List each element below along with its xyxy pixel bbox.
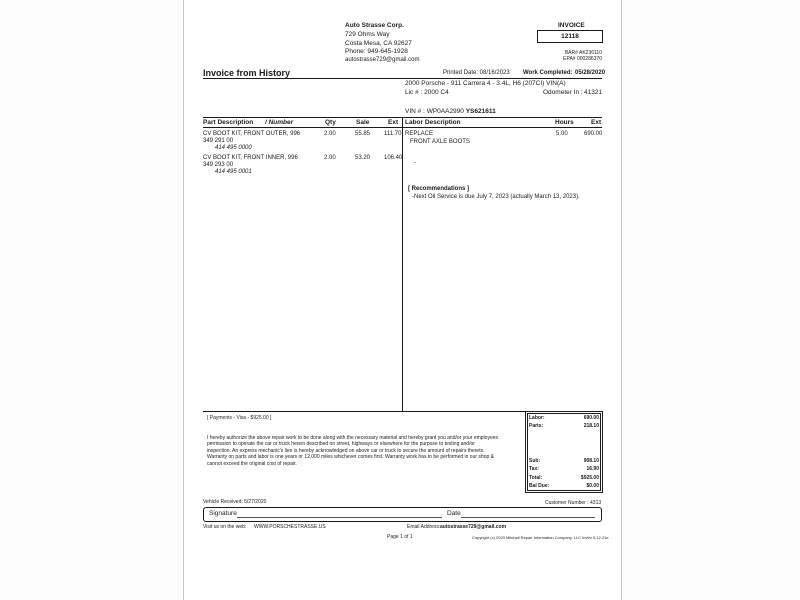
- vin-label: VIN # :: [405, 108, 425, 115]
- website-link[interactable]: WWW.PORSCHESTRASSE.US: [254, 524, 326, 530]
- date-label: Date: [447, 510, 461, 517]
- labor-hours: 5.00: [556, 131, 568, 137]
- bar-number: BAR# AK236110: [564, 50, 602, 56]
- part-number: 414 495 0000: [215, 145, 252, 151]
- part-sale: 55.85: [355, 131, 371, 137]
- recommendations-text: -Next Oil Service is due July 7, 2023 (actually March 13, 2023).: [412, 194, 580, 200]
- vehicle-received: Vehicle Received: 5/27/2020: [203, 499, 267, 505]
- totals-baldue-label: Bal Due:: [529, 483, 550, 489]
- totals-sub-value: 908.10: [583, 458, 599, 464]
- parts-ext-header: Ext: [388, 119, 399, 126]
- vin-suffix: YS621611: [465, 108, 496, 115]
- vin-prefix: WP0AA2990: [426, 108, 464, 115]
- company-email: autostrasse729@gmail.com: [345, 57, 420, 63]
- part-number-header: / Number: [265, 119, 294, 126]
- qty-header: Qty: [325, 119, 336, 126]
- totals-tax-label: Tax:: [529, 466, 539, 472]
- invoice-page: [183, 0, 622, 600]
- signature-label: Signature: [209, 510, 237, 517]
- part-sale: 53.20: [355, 155, 371, 161]
- sale-header: Sale: [356, 119, 370, 126]
- part-description-header: Part Description: [203, 119, 254, 126]
- part-description-line2: 349 293 00: [203, 162, 234, 168]
- part-qty: 2.00: [324, 155, 336, 161]
- part-ext: 106.40: [384, 155, 403, 161]
- labor-dash: -: [414, 160, 416, 166]
- page-title: Invoice from History: [203, 68, 291, 78]
- company-address-line1: 729 Ohms Way: [345, 31, 390, 38]
- title-rule: [203, 78, 602, 79]
- part-qty: 2.00: [324, 131, 336, 137]
- work-completed-date: 05/28/2020: [575, 70, 606, 76]
- invoice-label: INVOICE: [558, 22, 585, 29]
- labor-ext: 690.00: [584, 131, 603, 137]
- labor-description-header: Labor Description: [405, 119, 461, 126]
- part-description-line2: 349 291 00: [203, 138, 234, 144]
- license-plate: Lic # : 2000 C4: [405, 89, 449, 96]
- totals-parts-value: 218.10: [583, 423, 599, 429]
- company-name: Auto Strasse Corp.: [345, 22, 404, 29]
- vin-row: [405, 108, 496, 115]
- company-phone: Phone: 949-645-1928: [345, 48, 408, 55]
- totals-total-value: $925.00: [580, 475, 599, 481]
- part-ext: 111.70: [384, 131, 402, 137]
- part-number: 414 495 0001: [215, 169, 252, 175]
- footer-email[interactable]: autostrasse729@gmail.com: [440, 524, 507, 530]
- odometer-value: 41321: [584, 89, 603, 96]
- totals-labor-label: Labor:: [529, 415, 545, 421]
- printed-date: Printed Date: 08/16/2023: [443, 70, 510, 76]
- totals-baldue-value: $0.00: [586, 483, 599, 489]
- totals-parts-label: Parts:: [529, 423, 544, 429]
- invoice-number: 12118: [561, 33, 579, 40]
- odometer-label: Odometer In :: [543, 89, 583, 96]
- signature-box: [203, 507, 602, 522]
- labor-ext-header: Ext: [591, 119, 602, 126]
- hours-header: Hours: [555, 119, 574, 126]
- page-number: Page 1 of 1: [387, 534, 413, 540]
- email-label: Email Address:: [407, 524, 441, 530]
- part-description: CV BOOT KIT, FRONT OUTER, 996: [203, 131, 301, 137]
- totals-total-label: Total:: [529, 475, 543, 481]
- signature-line[interactable]: [237, 517, 442, 518]
- customer-number: Customer Number : 4313: [545, 500, 602, 506]
- visit-label: Visit us on the web:: [203, 524, 247, 530]
- company-address-line2: Costa Mesa, CA 92627: [345, 40, 412, 47]
- parts-labor-divider: [402, 117, 403, 412]
- invoice-number-box: [537, 30, 603, 43]
- work-completed-label: Work Completed:: [523, 70, 573, 76]
- authorization-text: I hereby authorize the above repair work to be done along with the necessary material and hereby grant you and/or your employees permission to operate the car or truck herein described on street, highways or elsewhere for the purpose to testing and/or inspection. An express mechanic's lien is hereby acknowledged on above car or truck to secure the amount of repairs thereto. Warranty on parts and labor is one years or 12,000 miles whichever comes first. Warranty work has to be performed in our shop & cannot exceed the original cost of repair.: [207, 435, 499, 467]
- recommendations-title: [ Recommendations ]: [408, 186, 470, 192]
- date-line[interactable]: [461, 517, 595, 518]
- totals-box: [525, 411, 603, 493]
- totals-tax-value: 16.90: [586, 466, 599, 472]
- vehicle-description: 2000 Porsche - 911 Carrera 4 - 3.4L, H6 (207CI) VIN(A): [405, 80, 566, 87]
- part-description: CV BOOT KIT, FRONT INNER, 996: [203, 155, 298, 161]
- payments-line: [ Payments - Visa - $925.00 ]: [207, 415, 272, 421]
- labor-description: REPLACE: [405, 131, 434, 137]
- totals-labor-value: 690.00: [583, 415, 599, 421]
- copyright: Copyright (c) 2023 Mitchell Repair Information Company, LLC Invtrv 5.12.21e: [472, 535, 609, 540]
- totals-sub-label: Sub:: [529, 458, 541, 464]
- epa-number: EPA# 000286370: [563, 56, 602, 62]
- labor-description-line2: FRONT AXLE BOOTS: [410, 139, 470, 145]
